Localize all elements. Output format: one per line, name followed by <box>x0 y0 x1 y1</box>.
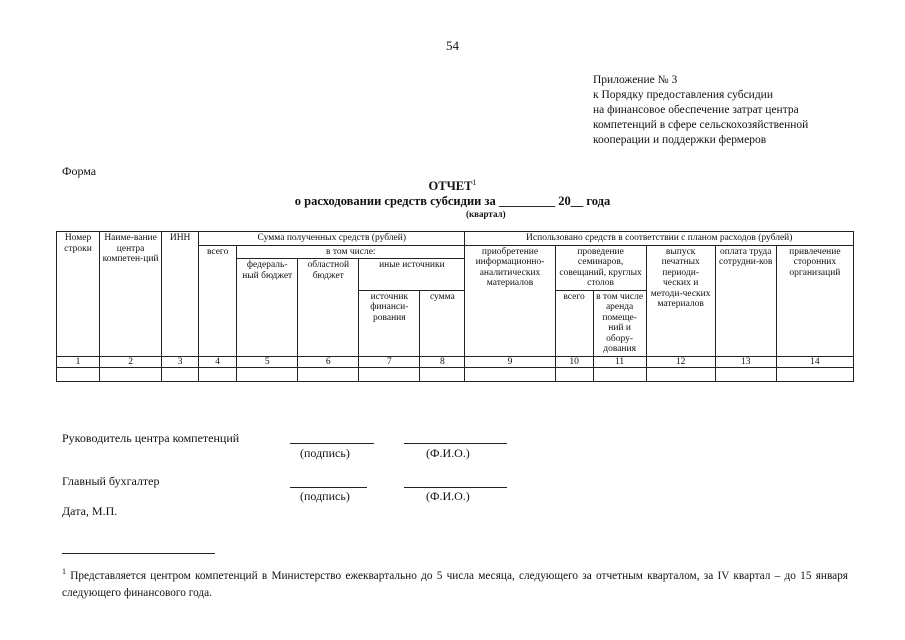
table-cell <box>776 368 853 382</box>
table-cell <box>420 368 465 382</box>
header-funding-source: источник финанси-рования <box>359 290 420 356</box>
head-of-center-label: Руководитель центра компетенций <box>62 431 240 445</box>
header-used-funds: Использовано средств в соответствии с планом расходов (рублей) <box>465 232 854 246</box>
column-number: 2 <box>100 356 162 368</box>
header-acquisition: приобретение информационно-аналитических материалов <box>465 245 555 356</box>
column-number: 13 <box>715 356 776 368</box>
column-number: 4 <box>199 356 237 368</box>
table-cell <box>715 368 776 382</box>
header-other-sources: иные источники <box>359 259 465 291</box>
header-including: в том числе: <box>237 245 465 259</box>
footnote-separator <box>62 553 215 554</box>
header-regional-budget: областной бюджет <box>298 259 359 357</box>
quarter-caption: (квартал) <box>466 209 506 219</box>
table-cell <box>298 368 359 382</box>
header-sum: сумма <box>420 290 465 356</box>
header-printing: выпуск печатных периоди-ческих и методи-ческих материалов <box>646 245 715 356</box>
column-number: 7 <box>359 356 420 368</box>
column-number: 3 <box>162 356 199 368</box>
header-inn: ИНН <box>162 232 199 357</box>
header-wages: оплата труда сотрудни-ков <box>715 245 776 356</box>
accountant-signature-line <box>290 487 367 488</box>
report-title <box>0 178 905 194</box>
column-number: 9 <box>465 356 555 368</box>
header-row-number: Номер строки <box>57 232 100 357</box>
footnote-text: Представляется центром компетенций в Министерство ежеквартально до 5 числа месяца, следующего за отчетным кварталом, за IV квартал – до 15 января следующего финансового года. <box>62 569 848 599</box>
column-number: 1 <box>57 356 100 368</box>
head-signature-caption: (подпись) <box>300 446 350 460</box>
column-number: 5 <box>237 356 298 368</box>
appendix-line: кооперации и поддержки фермеров <box>593 134 767 146</box>
table-cell <box>162 368 199 382</box>
table-cell <box>237 368 298 382</box>
appendix-header <box>593 73 808 148</box>
column-number: 6 <box>298 356 359 368</box>
footnote <box>62 563 848 602</box>
report-table <box>56 231 854 382</box>
column-number: 8 <box>420 356 465 368</box>
column-number: 12 <box>646 356 715 368</box>
table-row <box>57 368 854 382</box>
date-label: Дата, М.П. <box>62 504 118 518</box>
table-cell <box>465 368 555 382</box>
page-number: 54 <box>446 38 459 53</box>
footnote-number: 1 <box>62 567 66 576</box>
head-signature-line <box>290 443 374 444</box>
table-cell <box>593 368 646 382</box>
accountant-name-caption: (Ф.И.О.) <box>426 489 470 503</box>
column-numbers-row <box>57 356 854 368</box>
table-cell <box>100 368 162 382</box>
table-cell <box>199 368 237 382</box>
head-name-line <box>404 443 507 444</box>
form-label: Форма <box>62 164 97 178</box>
header-seminars-total: всего <box>555 290 593 356</box>
appendix-line: на финансовое обеспечение затрат центра <box>593 104 799 116</box>
accountant-signature-caption: (подпись) <box>300 489 350 503</box>
head-name-caption: (Ф.И.О.) <box>426 446 470 460</box>
header-seminars-rent: в том числе аренда помеще-ний и обору-дования <box>593 290 646 356</box>
report-subtitle: о расходовании средств субсидии за _________ 20__ года <box>294 194 611 208</box>
header-third-party: привлечение сторонних организаций <box>776 245 853 356</box>
table-cell <box>646 368 715 382</box>
table-cell <box>57 368 100 382</box>
appendix-line: компетенций в сфере сельскохозяйственной <box>593 119 809 131</box>
column-number: 14 <box>776 356 853 368</box>
table-cell <box>555 368 593 382</box>
header-federal-budget: федераль-ный бюджет <box>237 259 298 357</box>
column-number: 10 <box>555 356 593 368</box>
header-seminars: проведение семинаров, совещаний, круглых столов <box>555 245 646 290</box>
chief-accountant-label: Главный бухгалтер <box>62 474 160 488</box>
column-number: 11 <box>593 356 646 368</box>
header-center-name: Наиме-вание центра компетен-ций <box>100 232 162 357</box>
footnote-marker: 1 <box>472 178 477 187</box>
appendix-line: Приложение № 3 <box>593 74 678 86</box>
header-total: всего <box>199 245 237 356</box>
report-title-text: ОТЧЕТ <box>428 179 473 194</box>
header-received-funds: Сумма полученных средств (рублей) <box>199 232 465 246</box>
appendix-line: к Порядку предоставления субсидии <box>593 89 773 101</box>
accountant-name-line <box>404 487 507 488</box>
table-cell <box>359 368 420 382</box>
